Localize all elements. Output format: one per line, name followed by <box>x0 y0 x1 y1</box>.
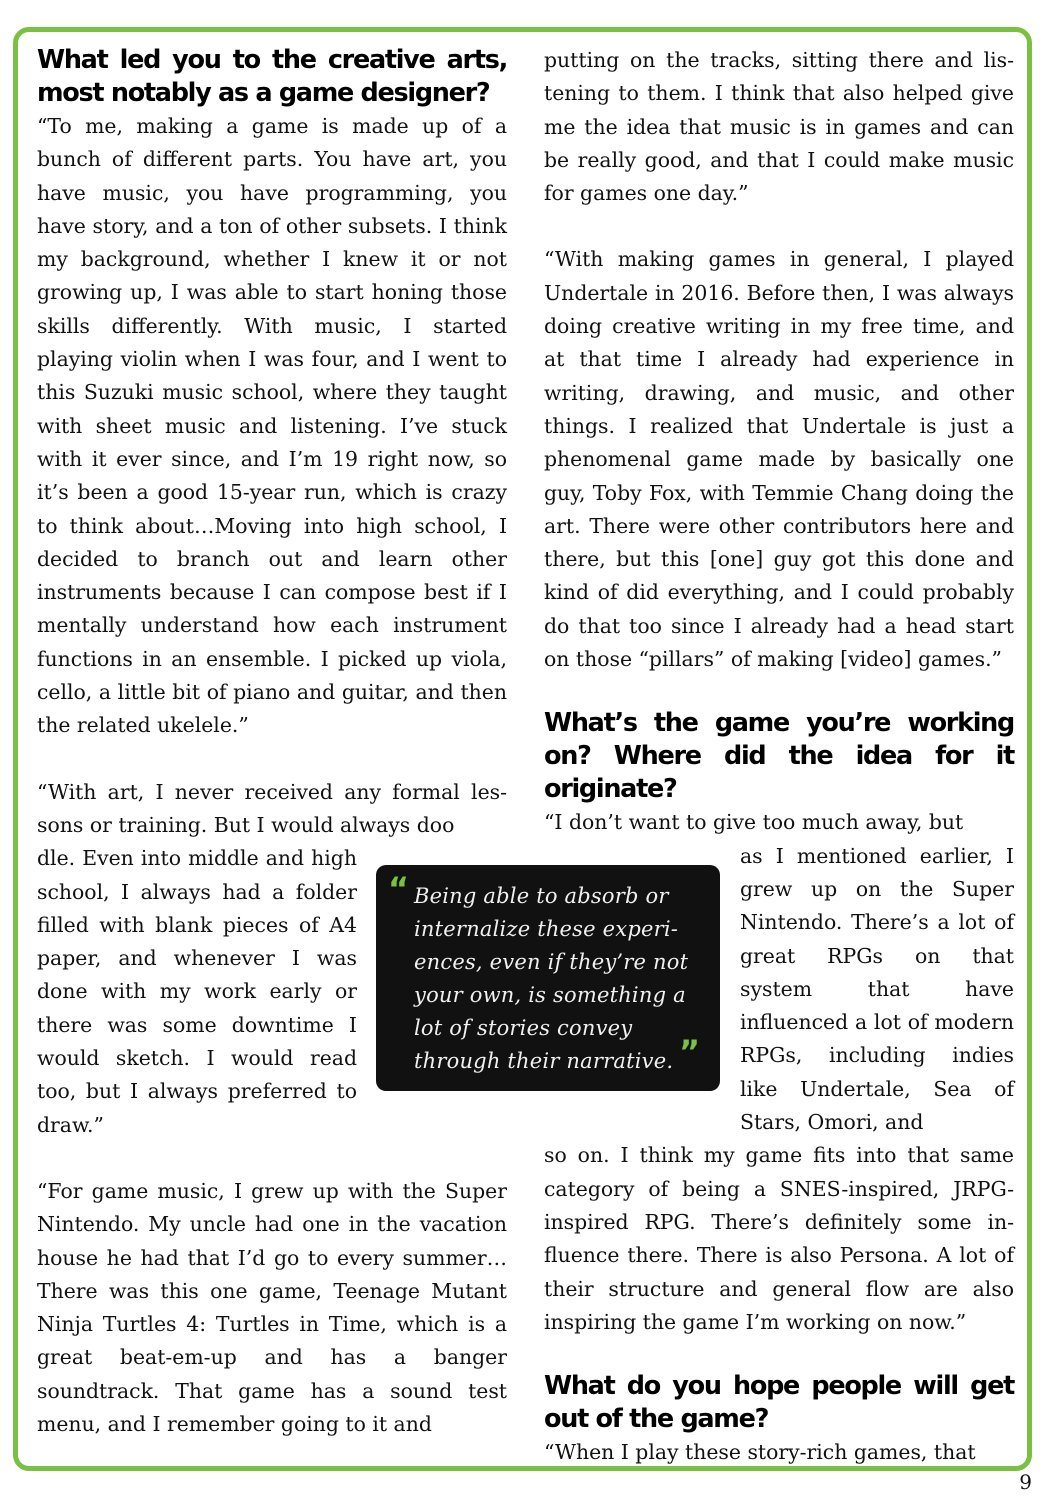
paragraph-making-a-game: “To me, making a game is made up of a bunch of different parts. You have art, you have music, you have programming, you have story, and a ton of other subsets. I think my background, whether I knew it or not growing up, I was able to start honing those skills differently. With music, I started playing violin when I was four, and I went to this Suzuki music school, where they taught with sheet music and listening. I’ve stuck with it ever since, and I’m 19 right now, so it’s been a good 15-year run, which is crazy to think about…Moving into high school, I decided to branch out and learn other instruments because I can compose best if I mentally understand how each instrument functions in an ensemble. I picked up viola, cello, a little bit of piano and guitar, and then the related ukelele.” <box>37 114 507 738</box>
paragraph-game-music: “For game music, I grew up with the Super Nintendo. My uncle had one in the vacation house he had that I’d go to every summer…There was this one game, Teenage Mutant Ninja Turtles 4: Turtles in Time, which is a great beat-em-up and has a banger soundtrack. That game has a sound test menu, and I remember going to it and <box>37 1178 507 1436</box>
heading-hope-people-get: What do you hope people will get out of the game? <box>544 1371 1014 1435</box>
paragraph-art-wrapped: dle. Even into middle and high school, I always had a folder filled with blank pieces of A4 paper, and whenever I was done with my work early or there was some downtime I would sketch. I would read too, but I always preferred to draw.” <box>37 846 357 1137</box>
paragraph-story-rich-games: “When I play these story-rich games, that <box>544 1440 976 1465</box>
paragraph-super-nintendo-wrapped: as I mentioned earlier, I grew up on the Super Nintendo. There’s a lot of great RPGs on that system that have influenced a lot of modern RPGs, including indies like Undertale, Sea of Stars, Omori, and <box>740 843 1014 1135</box>
paragraph-making-games: “With making games in general, I played Undertale in 2016. Before then, I was always doing creative writing in my free time, and at that time I already had experience in writing, drawing, and music, and other things. I realized that Undertale is just a phenomenal game made by basically one guy, Toby Fox, with Temmie Chang doing the art. There were other contributors here and there, but this [one] guy got this done and kind of did everything, and I could probably do that too since I already had a head start on those “pillars” of making [video] games.” <box>544 247 1014 672</box>
paragraph-putting-on-tracks: putting on the tracks, sitting there and listening to them. I think that also helped give me the idea that music is in games and can be really good, and that I could make music for games one day.” <box>544 48 1014 206</box>
left-column <box>37 44 507 1441</box>
paragraph-art-intro: “With art, I never received any formal lessons or training. But I would always doo <box>37 779 507 837</box>
heading-game-working-on: What’s the game you’re working on? Where did the idea for it originate? <box>544 708 1014 805</box>
pull-quote-text: Being able to absorb or internalize these experiences, even if they’re not your own, is something a lot of stories convey through their narrative. <box>414 884 689 1073</box>
close-quote-icon: ” <box>679 1033 701 1071</box>
pull-quote <box>376 865 720 1091</box>
open-quote-icon: “ <box>388 870 410 908</box>
page-number: 9 <box>1019 1470 1032 1494</box>
heading-creative-arts: What led you to the creative arts, most notably as a game designer? <box>37 45 507 108</box>
paragraph-dont-give-away: “I don’t want to give too much away, but <box>544 810 964 835</box>
right-column <box>544 44 1014 1469</box>
paragraph-snes-inspired: so on. I think my game fits into that same category of being a SNES-inspired, JRPG-inspired RPG. There’s definitely some influence there. There is also Persona. A lot of their structure and general flow are also inspiring the game I’m working on now.” <box>544 1143 1014 1334</box>
